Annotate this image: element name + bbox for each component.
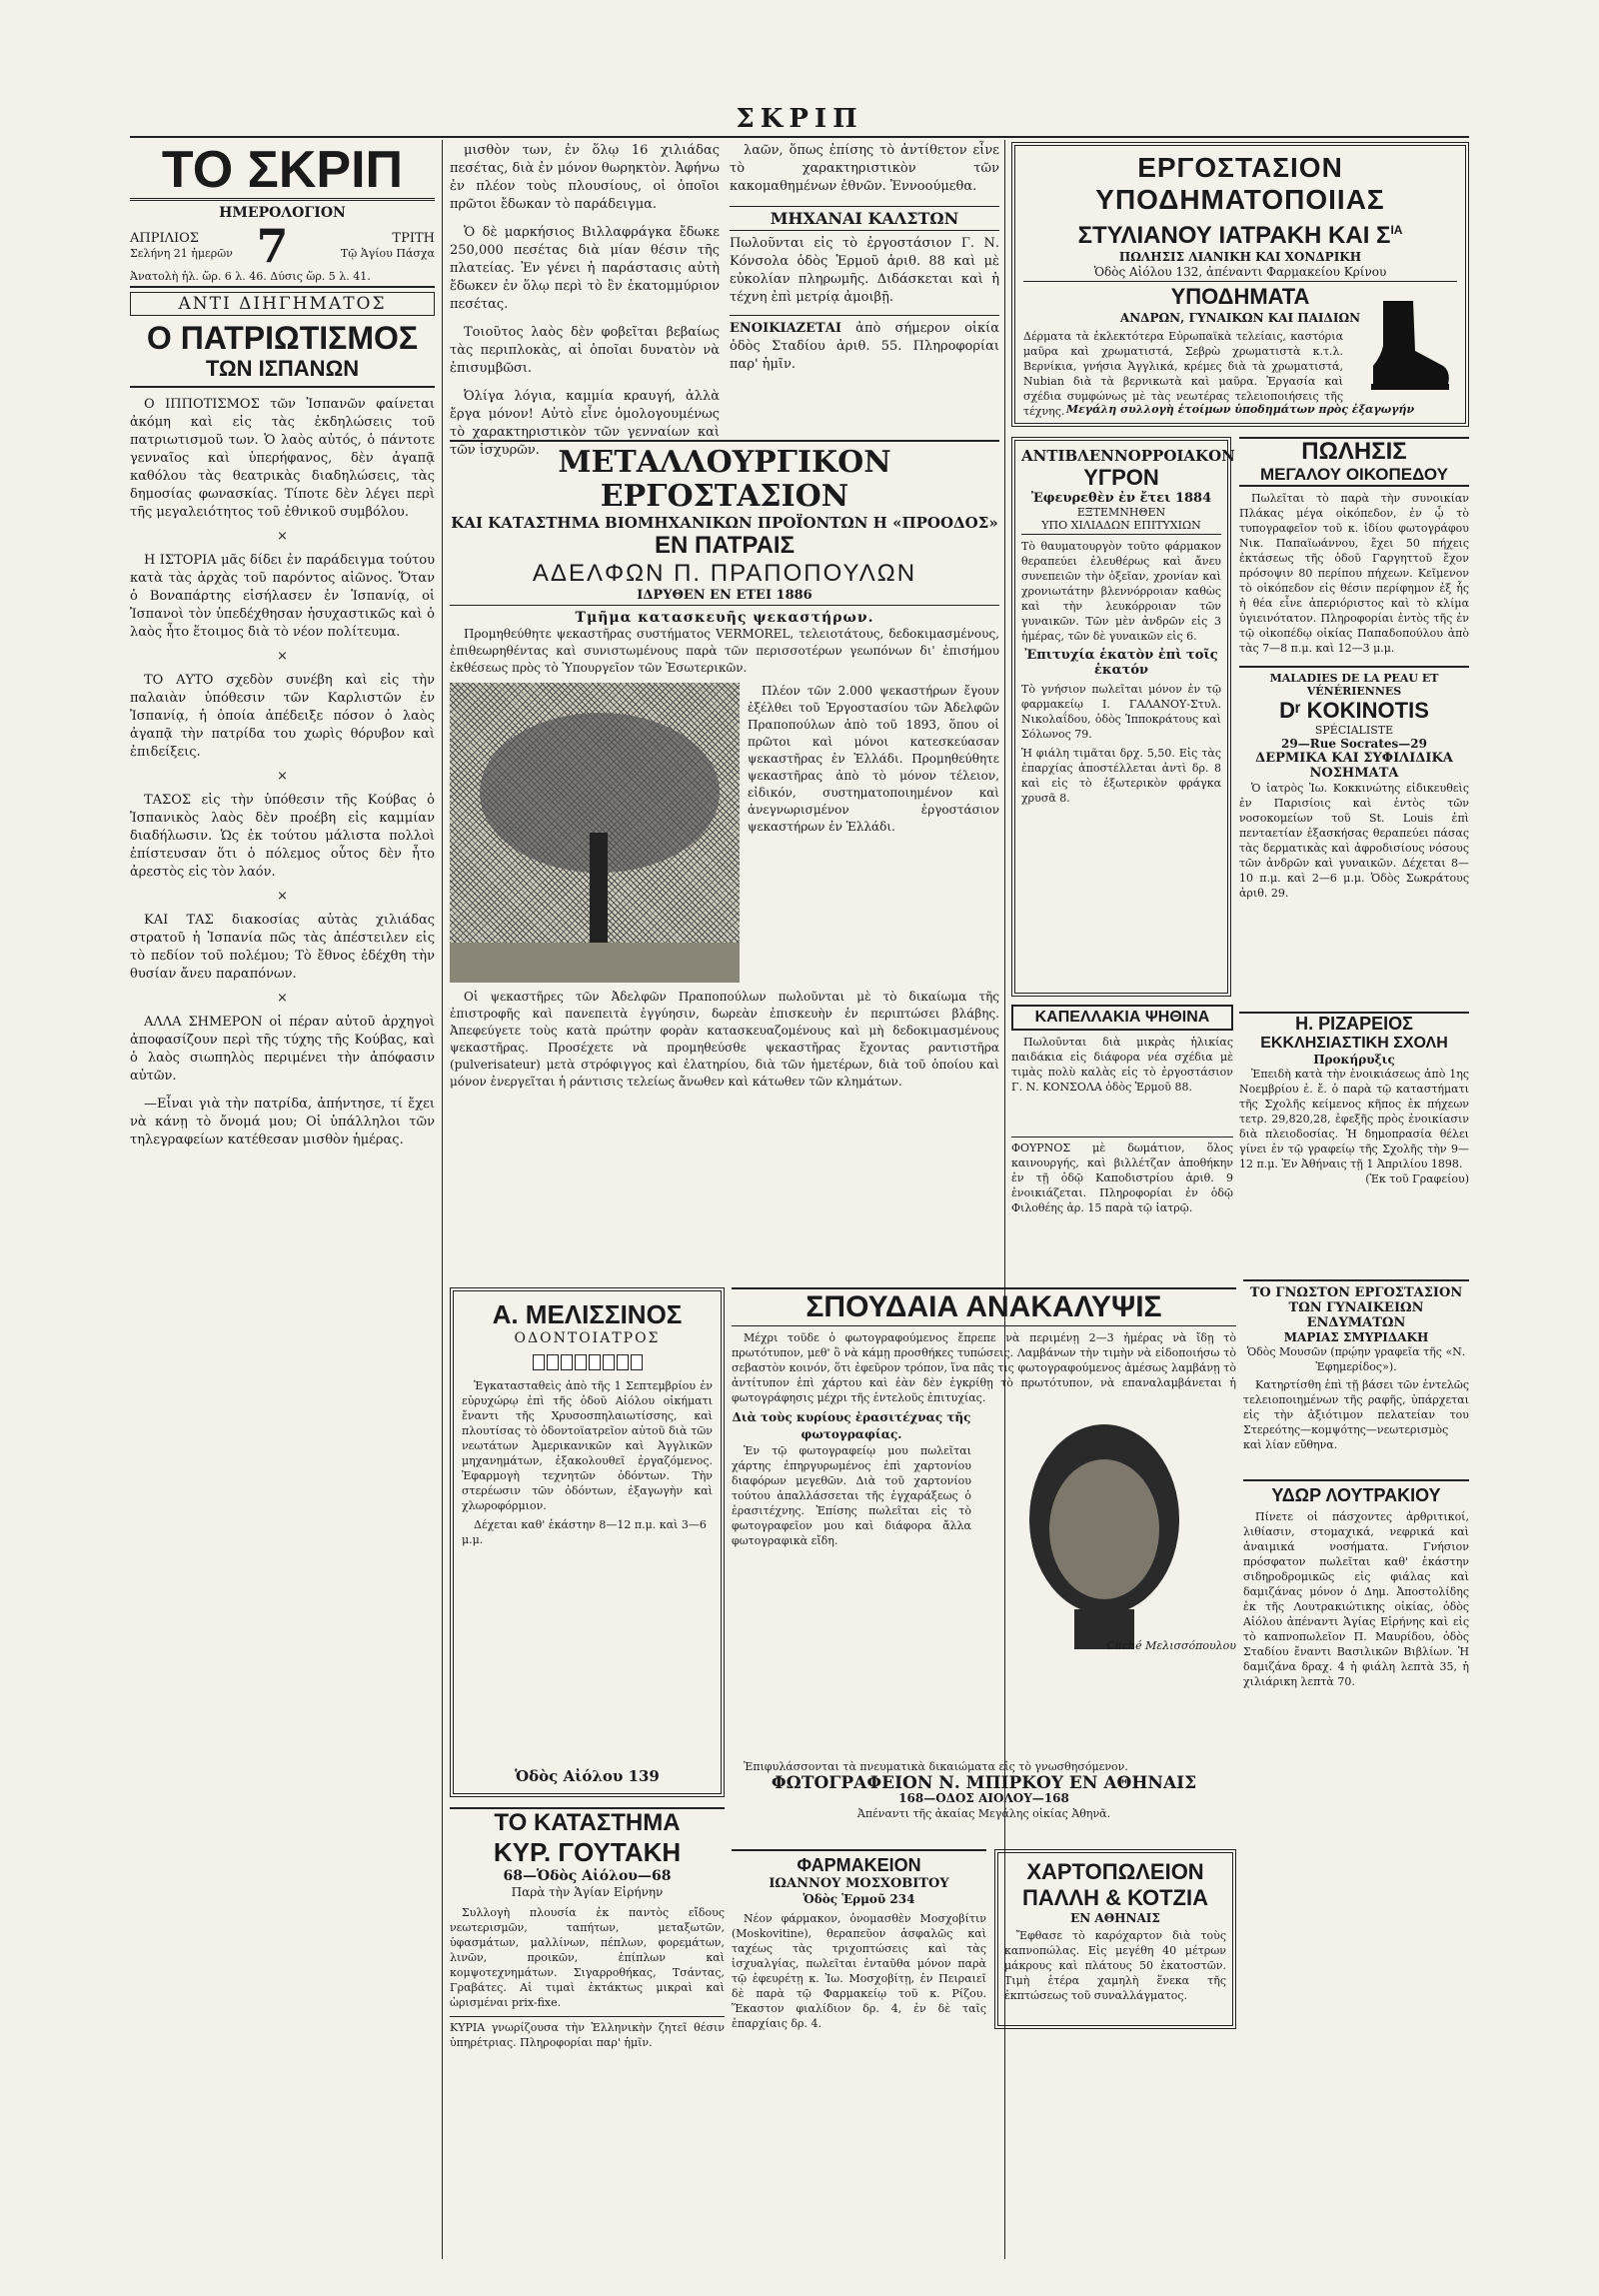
rent-ad-title: ΕΝΟΙΚΙΑΖΕΤΑΙ (730, 321, 841, 336)
article-body: Ο ΙΠΠΟΤΙΣΜΟΣ τῶν Ἰσπανῶν φαίνεται ἀκόμη καὶ εἰς τὰς ἐκδηλώσεις τοῦ πατριωτισμοῦ των. Ὁ λαὸς αὐτός, ὁ πάντοτε γενναῖος καὶ ὑπερήφανος, δὲν ἀγαπᾷ καθόλου τὰς θεατρικὰς διαδηλώσεις, τὰς δημοσίας φωνασκίας. Τίποτε δὲν λέγει περὶ τῆς μεγαλειότητος τοῦ ἐθνικοῦ συμβόλου. × Η ΙΣΤΟΡΙΑ μᾶς δίδει ἐν παράδειγμα τούτου κατὰ τὰς ἀρχὰς τοῦ παρόντος αἰῶνος. Ὅταν ὁ Βοναπάρτης εἰσήλασεν ἐν Ἰσπανίᾳ, οἱ Ἰσπανοὶ τὸν ὑπεδέχθησαν ἡσυχαστικῶς καὶ ὁ λαὸς ἦτο ἕτοιμος διὰ τὸ νέον πολίτευμα. × ΤΟ ΑΥΤΟ σχεδὸν συνέβη καὶ εἰς τὴν παλαιὰν ὑπόθεσιν τῶν Καρλιστῶν ἐν Ἰσπανίᾳ, ἡ ὁποία ἀπέδειξε πόσον ὁ λαὸς ἀγαπᾷ τὴν πατρίδα του χωρὶς θόρυβον καὶ ἐπιδείξεις. × ΤΑΣΟΣ εἰς τὴν ὑπόθεσιν τῆς Κούβας ὁ Ἰσπανικὸς λαὸς δὲν προέβη εἰς καμμίαν διαδήλωσιν. Ὡς ἐκ τούτου μάλιστα πολλοὶ ἐπίστευσαν ὅτι ὁ πόλεμος οὗτος δὲν ἦτο ἀρεστὸς εἰς τὸν λαόν. × ΚΑΙ ΤΑΣ διακοσίας αὐτὰς χιλιάδας στρατοῦ ἡ Ἰσπανία πῶς τὰς ἀπέστειλεν εἰς τὸ πεδίον τοῦ πολέμου; Τὸ ἔθνος ἐδέχθη τὴν θυσίαν ἄνευ παραπόνων. × ΑΛΛΑ ΣΗΜΕΡΟΝ οἱ πέραν αὐτοῦ ἀρχηγοὶ ἀποφασίζουν περὶ τῆς τύχης τῆς Κούβας, καὶ ὁ λαὸς σιωπηλὸς περιμένει τὴν ἀπόφασιν αὐτῶν. —Εἶναι γιὰ τὴν πατρίδα, ἀπήντησε, τί ἔχει νὰ κάνῃ τὸ ὄνομά μου; Οἱ ὑπάλληλοι τῶν τηλεγραφείων κατέθεσαν μισθὸν ἡμέρας. (130, 397, 435, 1148)
shoe-ad-line2: ΣΤΥΛΙΑΝΟΥ ΙΑΤΡΑΚΗ ΚΑΙ $\Sigma^{IA}$ (1077, 222, 1403, 249)
water-title: ΥΔΩΡ ΛΟΥΤΡΑΚΙΟΥ (1271, 1485, 1441, 1505)
water-ad (1243, 1479, 1469, 1899)
article-paragraph: Ὀλίγα λόγια, καμμία κραυγή, ἀλλὰ ἔργα μόνον! Αὐτὸ εἶνε ὁμολογουμένως τὸ χαρακτηριστικὸν τῶν γενναίων καὶ τῶν ἰσχυρῶν. (450, 389, 720, 458)
kokinotis-text: Ὁ ἰατρὸς Ἰω. Κοκκινώτης εἰδικευθεὶς ἐν Παρισίοις καὶ ἐντὸς τῶν νοσοκομείων τοῦ St. Louis ἐπὶ πενταετίαν ἐξασκήσας θεραπεύει πάσας τὰς δερματικὰς καὶ ἀφροδισίους νόσους τῶν ἀνδρῶν καὶ γυναικῶν. Δέχεται 8—10 π.μ. καὶ 2—6 μ.μ. Ὁδὸς Σωκράτους ἀριθ. 29. (1239, 782, 1469, 900)
column-divider (442, 140, 443, 2259)
shoe-ad-heading: ΥΠΟΔΗΜΑΤΑ (1170, 284, 1310, 309)
sewing-ad-title: ΜΗΧΑΝΑΙ ΚΑΛΣΤΩΝ (730, 206, 999, 231)
metal-ad-title: ΜΕΤΑΛΛΟΥΡΓΙΚΟΝ ΕΡΓΟΣΤΑΣΙΟΝ (558, 445, 891, 514)
article-paragraph: μισθὸν των, ἐν ὅλῳ 16 χιλιάδας πεσέτας, διὰ ἐν μόνον θωρηκτὸν. Ἀφήνω ἐν πλέον τοὺς πλουσίους, οἱ ὁποῖοι πρῶτοι ἔδωκαν τὸ παράδειγμα. (450, 143, 720, 212)
paper-logo: ΤΟ ΣΚΡΙΠ (130, 142, 435, 201)
dress-text: Κατηρτίσθη ἐπὶ τῇ βάσει τῶν ἐντελῶς τελειοποιημένων τῆς ραφῆς, ὑπάρχεται εἰς τὴν ἀξιότιμον πελατείαν του Στερεότης—κομψότης—νεωτερισμὸς καὶ λίαν εὔθηνα. (1243, 1378, 1469, 1451)
land-sale-ad (1239, 437, 1469, 1007)
pharmacy-name: ΙΩΑΝΝΟΥ ΜΟΣΧΟΒΙΤΟΥ (769, 1876, 949, 1891)
antiblen-text: Τὸ θαυματουργὸν τοῦτο φάρμακον θεραπεύει ἐλευθέρως καὶ ἄνευ συνεπειῶν τὴν ὀξεῖαν, χρονίαν καὶ χρονιωτάτην βλεννόρροιαν καθὼς καὶ τὴν λευκόρροιαν τῶν γυναικῶν. Τῶν μὲν ἀνδρῶν εἰς 3 ἡμέρας, τῶν δὲ γυναικῶν εἰς 6. (1021, 540, 1221, 643)
pharmacy-text: Νέον φάρμακον, ὀνομασθὲν Μοσχοβίτιν (Moskovitine), θεραπεῦον ἀσφαλῶς καὶ ταχέως τὰς τριχοπτώσεις καὶ τὰς ἰσχυαλγίας, πωλεῖται ἐνταῦθα μόνον παρὰ τῷ ἐφευρέτῃ κ. Ἰω. Μοσχοβίτῃ, ἐν Πειραιεῖ δὲ παρὰ τῷ Φαρμακείῳ τοῦ κ. Ρίζου. Ἕκαστον φιαλίδιον δρ. 4, ἐν δὲ ταῖς ἐπαρχίαις δρ. 4. (732, 1912, 986, 2030)
article-paragraph: —Εἶναι γιὰ τὴν πατρίδα, ἀπήντησε, τί ἔχει νὰ κάνῃ τὸ ὄνομά μου; Οἱ ὑπάλληλοι τῶν τηλεγραφείων κατέθεσαν μισθὸν ἡμέρας. (130, 1097, 435, 1148)
oven-ad: ΦΟΥΡΝΟΣ μὲ δωμάτιον, ὅλος καινουργής, καὶ βιλλέτζαν ἀποθήκην ἐν τῇ ὁδῷ Καποδιστρίου ἀριθ. 9 ἐνοικιάζεται. Πληροφορίαι ἐν ὁδῷ Φιλοθέης ἀρ. 15 παρὰ τῷ ἰατρῷ. (1011, 1137, 1233, 1206)
shoe-ad-line1: ΕΡΓΟΣΤΑΣΙΟΝ ΥΠΟΔΗΜΑΤΟΠΟΙΙΑΣ (1095, 152, 1385, 215)
article-paragraph: ΤΟ ΑΥΤΟ σχεδὸν συνέβη καὶ εἰς τὴν παλαιὰν ὑπόθεσιν τῶν Καρλιστῶν ἐν Ἰσπανίᾳ, ἡ ὁποία ἀπέδειξε πόσον ὁ λαὸς ἀγαπᾷ τὴν πατρίδα του χωρὶς θόρυβον καὶ ἐπιδείξεις. (130, 673, 435, 760)
dentist-title: Α. ΜΕΛΙΣΣΙΝΟΣ (492, 1299, 683, 1329)
paper-shop-name: ΠΑΛΛΗ & ΚΟΤΖΙΑ (1022, 1885, 1208, 1910)
dress-line3: ΜΑΡΙΑΣ ΣΜΥΡΙΔΑΚΗ (1283, 1330, 1429, 1344)
article-paragraph: Ὁ δὲ μαρκήσιος Βιλλαφράγκα ἔδωκε 250,000 πεσέτας διὰ μίαν θέσιν τῆς πλατείας. Ἐν γένει ἡ παράστασις αὐτὴ ἔδωκεν ἐν ὅλῳ περὶ τὸ ἓν ἑκατομμύριον πεσέτας. (450, 225, 720, 312)
article-paragraph: λαῶν, ὅπως ἐπίσης τὸ ἀντίθετον εἶνε τὸ χαρακτηριστικὸν τῶν κακομαθημένων ἐθνῶν. Ἐννοούμεθα. (730, 143, 999, 194)
land-ad-text: Πωλεῖται τὸ παρὰ τὴν συνοικίαν Πλάκας μέγα οἰκόπεδον, ἐν ᾧ τὸ τυπογραφεῖον τοῦ κ. ἰδίου φωτογράφου Νικ. Παπαϊωάννου, ἔχει 50 πήχεις ἐκτάσεως τῆς ὁδοῦ Γαργηττοῦ ἔχον πρόσοψιν 80 περίπου πήχεων. Κεῖμενον τὸ οἰκόπεδον εἰς θέσιν περίφημον ἐξ ἧς ἡ θέα εἶνε ἀπεριόριστος καὶ τὸ κλίμα ὑγιεινότατον. Πληροφορίαι ἐντὸς τῆς ἐν τῷ οἰκοπέδῳ οἰκίας Παπαδοπούλου ἀπὸ τὰς 7—8 π.μ. καὶ 12—3 μ.μ. (1239, 492, 1469, 655)
metal-works-ad (450, 440, 999, 1279)
dress-factory-ad (1243, 1279, 1469, 1469)
article-paragraph: ΑΛΛΑ ΣΗΜΕΡΟΝ οἱ πέραν αὐτοῦ ἀρχηγοὶ ἀποφασίζουν περὶ τῆς τύχης τῆς Κούβας, καὶ ὁ λαὸς σιωπηλὸς περιμένει τὴν ἀπόφασιν αὐτῶν. (130, 1015, 435, 1084)
goutaki-ad (450, 1807, 725, 2267)
metal-ad-place: ΕΝ ΠΑΤΡΑΙΣ (655, 532, 795, 559)
studio-block (732, 1759, 1236, 1839)
kokinotis-name: Dʳ KOKINOTIS (1279, 698, 1429, 723)
article-paragraph: Τοιοῦτος λαὸς δὲν φοβεῖται βεβαίως τὰς περιπλοκὰς, αἱ ὁποῖαι δυνατὸν νὰ ἐπισυμβῶσι. (450, 325, 720, 376)
section-title: ΑΝΤΙ ΔΙΗΓΗΜΑΤΟΣ (130, 292, 435, 316)
small-ads-column (730, 142, 999, 432)
article-subtitle: ΤΩΝ ΙΣΠΑΝΩΝ (130, 356, 435, 388)
metal-ad-owners: ΑΔΕΛΦΩΝ Π. ΠΡΑΠΟΠΟΥΛΩΝ (532, 560, 917, 587)
calendar-weekday: ΤΡΙΤΗ (392, 231, 435, 246)
dentist-ad (450, 1287, 725, 1797)
discovery-sub: Διὰ τοὺς κυρίους ἐρασιτέχνας τῆς φωτογραφίας. (732, 1410, 971, 1441)
article-paragraph: ΤΑΣΟΣ εἰς τὴν ὑπόθεσιν τῆς Κούβας ὁ Ἰσπανικὸς λαὸς δὲν προέβη εἰς καμμίαν διαδήλωσιν. Ὡς ἐκ τούτου μάλιστα πολλοὶ ἐπίστευσαν ὅτι ὁ πόλεμος οὗτος δὲν ἦτο ἀρεστὸς εἰς τὸν λαόν. (130, 793, 435, 880)
dress-line2: ΤΩΝ ΓΥΝΑΙΚΕΙΩΝ ΕΝΔΥΜΑΤΩΝ (1288, 1300, 1424, 1330)
calendar-day: 7 (256, 219, 289, 273)
metal-ad-intro: Προμηθεύθητε ψεκαστῆρας συστήματος VERMOREL, τελειοτάτους, δεδοκιμασμένους, ἐπιθεωρηθέντας καὶ συνιστωμένους παρὰ τῶν περισσοτέρων γεωπόνων δι' ἐπισήμου ἐκθέσεως πρὸς τὸ Ὑπουργεῖον τῶν Ἐσωτερικῶν. (450, 627, 999, 675)
shoe-ad-text: Δέρματα τὰ ἐκλεκτότερα Εὐρωπαϊκὰ τελείαις, καστόρια μαῦρα καὶ χρωματιστά, Σεβρὼ χρωματιστὰ κ.τ.λ. Βερνίκια, γνήσια Ἀγγλικά, κρέμες διὰ τὰ χρωματιστά, Nubian διὰ τὰ βερνικωτὰ καὶ μαῦρα. Ἐργασία καὶ σχέδια συμφώνως μὲ τὰς νεωτέρας τελειοποιήσεις τῆς τέχνης. (1023, 330, 1343, 418)
paper-shop-title: ΧΑΡΤΟΠΩΛΕΙΟΝ (1026, 1859, 1204, 1884)
pharmacy-title: ΦΑΡΜΑΚΕΙΟΝ (797, 1855, 921, 1875)
discovery-footer-line: Ἐπιφυλάσσονται τὰ πνευματικὰ δικαιώματα εἰς τὸ γνωσθησόμενον. (744, 1760, 1128, 1773)
antiblen-ad (1011, 437, 1235, 997)
land-ad-title: ΠΩΛΗΣΙΣ (1239, 437, 1469, 465)
dentist-text: Ἐγκατασταθεὶς ἀπὸ τῆς 1 Σεπτεμβρίου ἐν εὐρυχώρῳ ἐπὶ τῆς ὁδοῦ Αἰόλου οἰκήματι ἔναντι τῆς Χρυσοσπηλαιωτίσσης, καὶ πλουτίσας τὸ ὀδοντοϊατρεῖον αὐτοῦ διὰ τῶν νεωτάτων Ἀμερικανικῶν καὶ Ἀγγλικῶν μηχανημάτων, ἐξακολουθεῖ ἐργαζόμενος. Ἐφαρμογὴ τεχνητῶν ὀδόντων. Τὴν στερέωσιν τῶν ὀδόντων, ἐξαγωγὴν καὶ χλωροφόρμιον. (462, 1379, 713, 1512)
studio-address: 168—ΟΔΟΣ ΑΙΟΛΟΥ—168 (898, 1791, 1069, 1805)
calendar-month: ΑΠΡΙΛΙΟΣ (130, 231, 199, 246)
antiblen-tested: ΕΞΤΕΜΝΗΘΕΝ (1076, 506, 1166, 519)
shoe-ad-footer: Μεγάλη συλλογὴ ἑτοίμων ὑποδημάτων πρὸς ἐξαγωγήν (1065, 403, 1415, 416)
article-ending (730, 142, 999, 196)
calendar-sun: Ἀνατολὴ ἡλ. ὥρ. 6 λ. 46. Δύσις ὥρ. 5 λ. 41. (130, 269, 435, 288)
paper-shop-place: ΕΝ ΑΘΗΝΑΙΣ (1070, 1911, 1160, 1925)
dentist-hours: Δέχεται καθ' ἑκάστην 8—12 π.μ. καὶ 3—6 μ.μ. (462, 1518, 707, 1546)
goutaki-text: Συλλογὴ πλουσία ἐκ παντὸς εἴδους νεωτερισμῶν, ταπήτων, μεταξωτῶν, ὑφασμάτων, μαλλίνων, πέπλων, φορεμάτων, λινῶν, προικῶν, ἐπίπλων καὶ κομψοτεχνημάτων. Σιγαρροθήκας, Τσάντας, Γραβάτες. Αἱ τιμαὶ ἐκτάκτως μικραὶ καὶ ὡρισμέναι prix-fixe. (450, 1906, 725, 2009)
hats-ad-text: Πωλοῦνται διὰ μικρὰς ἡλικίας παιδάκια εἰς διάφορα νέα σχέδια μὲ τιμὰς πολὺ καλὰς εἰς τὸ ἐργοστάσιον Γ. Ν. ΚΟΝΣΟΛΑ ὁδὸς Ἑρμοῦ 88. (1011, 1036, 1233, 1094)
antiblen-pharmacy: Τὸ γνήσιον πωλεῖται μόνον ἐν τῷ φαρμακείῳ Ι. ΓΑΛΑΝΟΥ-Στυλ. Νικολαΐδου, ὁδὸς Ἱπποκράτους καὶ Σόλωνος 79. (1021, 683, 1221, 741)
dress-line1: ΤΟ ΓΝΩΣΤΟΝ ΕΡΓΟΣΤΑΣΙΟΝ (1249, 1285, 1463, 1300)
antiblen-title2: ΥΓΡΟΝ (1083, 465, 1159, 490)
article-paragraph: ΚΑΙ ΤΑΣ διακοσίας αὐτὰς χιλιάδας στρατοῦ ἡ Ἰσπανία πῶς τὰς ἀπέστειλεν εἰς τὸ πεδίον τοῦ πολέμου; Τὸ ἔθνος ἐδέχθη τὴν θυσίαν ἄνευ παραπόνων. (130, 913, 435, 982)
antiblen-title: ΑΝΤΙΒΛΕΝΝΟΡΡΟΙΑΚΟΝ (1021, 447, 1235, 465)
boot-icon (1353, 296, 1453, 396)
land-ad-title2: ΜΕΓΑΛΟΥ ΟΙΚΟΠΕΔΟΥ (1239, 465, 1469, 487)
school-title2: ΕΚΚΛΗΣΙΑΣΤΙΚΗ ΣΧΟΛΗ (1260, 1035, 1448, 1052)
antiblen-by: ΥΠΟ ΧΙΛΙΑΔΩΝ ΕΠΙΤΥΧΙΩΝ (1021, 519, 1221, 535)
portrait-caption: Cliché Μελισσόπουλου (1106, 1639, 1236, 1652)
calendar-saint: Τῷ Ἁγίου Πάσχα (340, 247, 435, 260)
hats-ad-title: ΚΑΠΕΛΛΑΚΙΑ ΨΗΘΙΝΑ (1011, 1005, 1233, 1031)
metal-ad-body (450, 683, 999, 983)
metal-ad-bottom-text: Οἱ ψεκαστῆρες τῶν Ἀδελφῶν Πραποπούλων πωλοῦνται μὲ τὸ δικαίωμα τῆς ἐπιστροφῆς καὶ πανεπειτὰ ἐγγύησιν, δωρεὰν ἐπισκευὴν ἐν περιπτώσει βλάβης. Ἀπεφεύγετε τοὺς κατὰ πρώτην φορὰν κατασκευαζομένους καὶ μὴ δεδοκιμασμένους ψεκαστῆρας. Προσέχετε νὰ προμηθεύσθε ψεκαστῆρας ἔχοντας ραντιστῆρα (pulverisateur) μετὰ στρόφιγγος καὶ ἐλατηρίου, διὰ τῶν ἡμετέρων, διὰ τοῦ ὁποίου καὶ μόνον ἐνεργεῖται ἡ ράντισις τελείως ἄνωθεν καὶ κάτωθεν τῶν κλημάτων. (450, 990, 999, 1089)
studio-name: ΦΩΤΟΓΡΑΦΕΙΟΝ Ν. ΜΠΙΡΚΟΥ ΕΝ ΑΘΗΝΑΙΣ (771, 1773, 1197, 1793)
paper-shop-text: Ἔφθασε τὸ καρόχαρτον διὰ τοὺς καπνοπώλας. Εἰς μεγέθη 40 μέτρων μάκρους καὶ πλάτους 50 ἑκατοστῶν. Τιμὴ ἑτέρα χαμηλὴ ἕνεκα τῆς ἐκπτώσεως τοῦ συναλλάγματος. (1004, 1929, 1226, 2002)
kokinotis-ad (1239, 666, 1469, 901)
goutaki-address: 68—Ὁδὸς Αἰόλου—68 (503, 1868, 672, 1884)
masthead-title: ΣΚΡΙΠ (736, 104, 863, 134)
kokinotis-greek2: ΝΟΣΗΜΑΤΑ (1309, 766, 1399, 781)
article-continuation (450, 142, 720, 458)
paper-shop-ad (994, 1849, 1236, 2029)
school-signoff: (Ἐκ τοῦ Γραφείου) (1365, 1172, 1469, 1185)
calendar-heading: ΗΜΕΡΟΛΟΓΙΟΝ (219, 205, 346, 221)
kokinotis-line1: MALADIES DE LA PEAU ET VÉNÉRIENNES (1269, 672, 1439, 698)
discovery-ad (732, 1287, 1236, 1757)
kokinotis-greek1: ΔΕΡΜΙΚΑ ΚΑΙ ΣΥΦΙΛΙΔΙΚΑ (1255, 751, 1453, 766)
goutaki-near: Παρὰ τὴν Ἁγίαν Εἰρήνην (511, 1885, 664, 1899)
rent-ad (730, 315, 999, 374)
school-text: Ἐπειδὴ κατὰ τὴν ἐνοικιάσεως ἀπὸ 1ης Νοεμβρίου ἐ. ἔ. ὁ παρὰ τῷ καταστήματι τῆς Σχολῆς κείμενος κῆπος ἐκ πήχεων τετρ. 29,820,28, ἐφεξῆς πρὸς ἐνοικίασιν διὰ πλειοδοσίας. Ἡ δημοπρασία θέλει γίνει ἐν τῷ γραφείῳ τῆς Σχολῆς τὴν 9—12 π.μ. Ἐν Ἀθήναις τῇ 1 Ἀπριλίου 1898. (1239, 1068, 1469, 1170)
masthead-rule (130, 136, 1469, 138)
dentist-address: Ὁδὸς Αἰόλου 139 (515, 1767, 660, 1785)
discovery-text: Μέχρι τοῦδε ὁ φωτογραφούμενος ἔπρεπε νὰ περιμένῃ 2—3 ἡμέρας νὰ ἴδῃ τὸ πρωτότυπον, μεθ' ὃ νὰ κάμῃ προσθήκες τυπώσεις. Λαμβάνων τὴν τιμὴν νὰ εἰδοποιήσω τὸ σεβαστὸν κοινόν, ὅτι ἐφεῦρον τρόπον, ἵνα πᾶς τις φωτογραφούμενος ἀμέσως λαμβάνῃ τὸ ἀντίτυπον ἐπὶ χάρτου καὶ ἐὰν δὲν ἐγκρίθῃ τὸ πρωτότυπον, νὰ επαναλαμβάνεται ἡ φωτογράφησις μέχρι τῆς ἐντελοῦς ἐπιτυχίας. (732, 1331, 1236, 1404)
antiblen-price: Ἡ φιάλη τιμᾶται δρχ. 5,50. Εἰς τὰς ἐπαρχίας ἀποστέλλεται ἀντὶ δρ. 8 καὶ εἰς τὸ ἐξωτερικὸν φράγκα χρυσᾶ 8. (1021, 747, 1221, 805)
left-column (130, 142, 435, 2261)
pharmacy-address: Ὁδὸς Ἑρμοῦ 234 (802, 1892, 915, 1906)
teeth-illustration (462, 1354, 713, 1370)
metal-ad-right-text: Πλέον τῶν 2.000 ψεκαστήρων ἔγουν ἐξέλθει τοῦ Ἐργοστασίου τῶν Ἀδελφῶν Πραποπούλων ἀπὸ τοῦ 1893, ὅπου οἱ πρῶτοι καὶ μόνοι κατεσκεύασαν ψεκαστῆρας ἐν Ἑλλάδι. Προμηθεύθητε ψεκαστῆρας ἀπὸ τὸ μόνον τέλειον, εἰδικόν, συστηματοποιημένον καὶ ἀνεγνωρισμένον ἐργοστάσιον ψεκαστήρων ἐν Ἑλλάδι. (748, 684, 999, 834)
vineyard-illustration (450, 683, 740, 983)
studio-near: Ἀπέναντι τῆς ἀκαίας Μεγάλης οἰκίας Ἀθηνᾶ. (856, 1807, 1111, 1820)
school-ad (1239, 1012, 1469, 1271)
sewing-ad-text: Πωλοῦνται εἰς τὸ ἐργοστάσιον Γ. Ν. Κόνσολα ὁδὸς Ἑρμοῦ ἀριθ. 88 καὶ μὲ εὐκολίαν πληρωμῆς. Διδάσκεται καὶ ἡ τέχνη ἐπὶ μετρίᾳ ἀμοιβῇ. (730, 236, 999, 305)
shoe-ad-line3: ΠΩΛΗΣΙΣ ΛΙΑΝΙΚΗ ΚΑΙ ΧΟΝΔΡΙΚΗ (1118, 250, 1362, 264)
kokinotis-address: 29—Rue Socrates—29 (1281, 737, 1427, 751)
water-text: Πίνετε οἱ πάσχοντες ἀρθριτικοί, λιθίασιν, στομαχικά, νεφρικά καὶ ἀναιμικά νοσήματα. Γνήσιον πρόσφατον πωλεῖται καθ' ἑκάστην σιδηροδρομικῶς εἰς φιάλας καὶ δαμιζάνας μόνον ὁ Δημ. Ἀποστολίδης ἐκ τῆς Λουτρακιώτικης οἰκίας, ὁδὸς Αἰόλου ἀπέναντι Ἁγίας Εἰρήνης καὶ εἰς τὸ καπνοπωλεῖον Π. Μαυρίδου, ὁδὸς Σταδίου ἔναντι Βασιλικῶν Βιβλίων. Ἡ δαμιζάνα δραχ. 4 ἡ φιάλη λεπτὰ 35, ἡ χιλιάρικη λεπτὰ 70. (1243, 1510, 1469, 1688)
shoe-factory-ad (1011, 142, 1469, 427)
pharmacy-ad (732, 1849, 986, 2259)
goutaki-title: ΤΟ ΚΑΤΑΣΤΗΜΑ (450, 1807, 725, 1837)
antiblen-found: Ἐφευρεθὲν ἐν ἔτει 1884 (1030, 491, 1212, 506)
school-sub: Προκήρυξις (1313, 1053, 1395, 1067)
discovery-title: ΣΠΟΥΔΑΙΑ ΑΝΑΚΑΛΥΨΙΣ (732, 1287, 1236, 1326)
calendar-moon: Σελήνη 21 ἡμερῶν (130, 247, 233, 260)
goutaki-footer: ΚΥΡΙΑ γνωρίζουσα τὴν Ἑλληνικὴν ζητεῖ θέσιν ὑπηρέτριας. Πληροφορίαι παρ' ἡμῖν. (450, 2016, 725, 2050)
article-paragraph: Ο ΙΠΠΟΤΙΣΜΟΣ τῶν Ἰσπανῶν φαίνεται ἀκόμη καὶ εἰς τὰς ἐκδηλώσεις τοῦ πατριωτισμοῦ των. Ὁ λαὸς αὐτός, ὁ πάντοτε γενναῖος καὶ ὑπερήφανος, δὲν ἀγαπᾷ καθόλου τὰς θεατρικὰς διαδηλώσεις, τὰς δημοσίας φωνασκίας. Τίποτε δὲν λέγει περὶ τῆς μεγαλειότητος τοῦ ἐθνικοῦ συμβόλου. (130, 397, 435, 520)
metal-ad-section: Τμῆμα κατασκευῆς ψεκαστήρων. (575, 610, 874, 626)
shoe-ad-address: Ὁδὸς Αἰόλου 132, ἀπέναντι Φαρμακείου Κρίνου (1023, 264, 1457, 282)
dentist-sub: ΟΔΟΝΤΟΙΑΤΡΟΣ (514, 1330, 661, 1346)
dress-address: Ὁδὸς Μουσῶν (πρῴην γραφεῖα τῆς «Ν. Ἐφημερίδος»). (1246, 1345, 1466, 1373)
hats-ad (1011, 1005, 1233, 1130)
article-paragraph: Η ΙΣΤΟΡΙΑ μᾶς δίδει ἐν παράδειγμα τούτου κατὰ τὰς ἀρχὰς τοῦ παρόντος αἰῶνος. Ὅταν ὁ Βοναπάρτης εἰσήλασεν ἐν Ἰσπανίᾳ, οἱ Ἰσπανοὶ τὸν ὑπεδέχθησαν ἡσυχαστικῶς καὶ ὁ λαὸς ἦτο ἕτοιμος διὰ τὸ νέον πολίτευμα. (130, 553, 435, 640)
calendar-row (130, 219, 435, 273)
kokinotis-spec: SPÉCIALISTE (1314, 724, 1394, 737)
metal-ad-subtitle: ΚΑΙ ΚΑΤΑΣΤΗΜΑ ΒΙΟΜΗΧΑΝΙΚΩΝ ΠΡΟΪΟΝΤΩΝ Η «ΠΡΟΟΔΟΣ» (451, 514, 998, 532)
antiblen-highlight: Ἐπιτυχία ἑκατὸν ἐπὶ τοῖς ἑκατόν (1024, 648, 1218, 678)
rent-ad-text: ἀπὸ σήμερον οἰκία ὁδὸς Σταδίου ἀριθ. 55. Πληροφορίαι παρ' ἡμῖν. (730, 321, 999, 372)
shoe-ad-subheading: ΑΝΔΡΩΝ, ΓΥΝΑΙΚΩΝ ΚΑΙ ΠΑΙΔΙΩΝ (1119, 311, 1361, 325)
goutaki-name: ΚΥΡ. ΓΟΥΤΑΚΗ (493, 1837, 682, 1867)
metal-ad-founded: ΙΔΡΥΘΕΝ ΕΝ ΕΤΕΙ 1886 (450, 588, 999, 606)
school-title: Η. ΡΙΖΑΡΕΙΟΣ (1239, 1012, 1469, 1035)
portrait-illustration (979, 1409, 1236, 1653)
discovery-text2: Ἐν τῷ φωτογραφείῳ μου πωλεῖται χάρτης ἐπηργυρωμένος ἐπὶ χαρτονίου διαφόρων μεγεθῶν. Διὰ τοῦ χαρτονίου τούτου ἀπαλλάσσεται τῆς ἐγχαράξεως ὁ ἐρασιτέχνης. Ἐπίσης πωλεῖται εἰς τὸ φωτογραφεῖον μου καὶ διάφορα ἄλλα φωτογραφικὰ εἴδη. (732, 1444, 971, 1547)
article-title: Ο ΠΑΤΡΙΩΤΙΣΜΟΣ (146, 320, 419, 356)
